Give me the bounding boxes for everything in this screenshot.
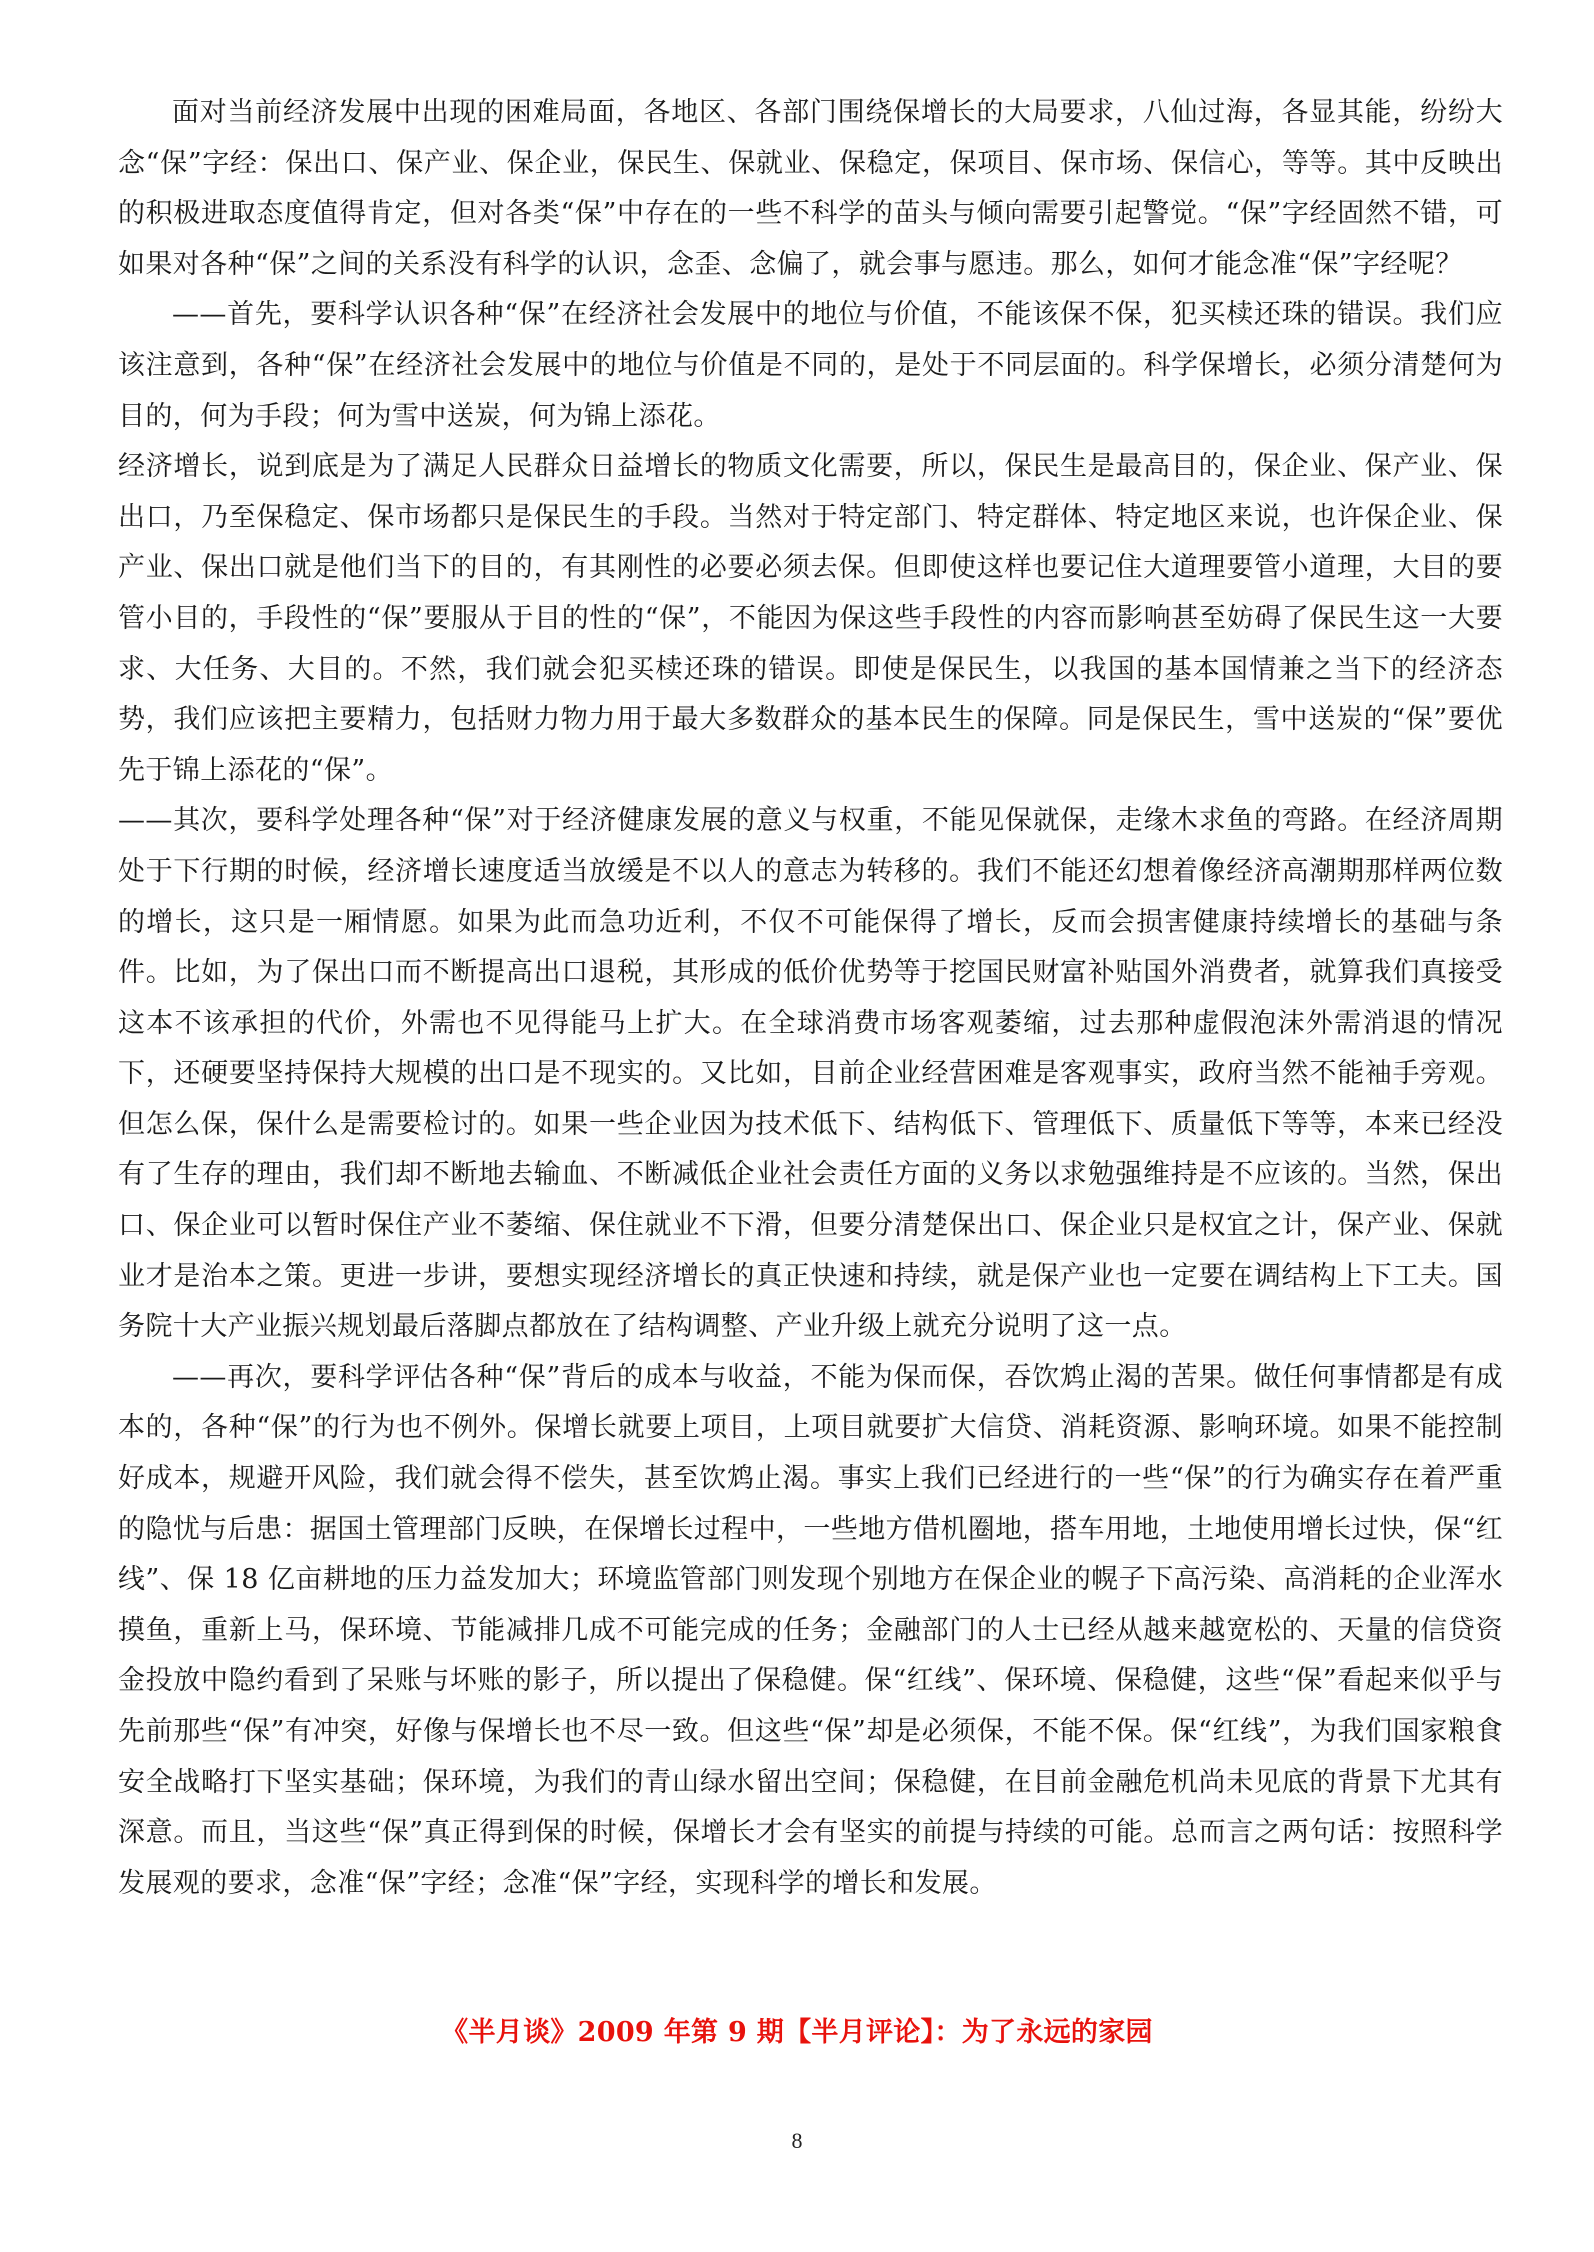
page-number: 8	[791, 2128, 803, 2153]
source-citation: 《半月谈》2009 年第 9 期【半月评论】：为了永远的家园	[441, 2017, 1153, 2048]
paragraph-first-point: ——首先，要科学认识各种“保”在经济社会发展中的地位与价值，不能该保不保，犯买椟还珠的错误。我们应该注意到，各种“保”在经济社会发展中的地位与价值是不同的，是处于不同层面的。科学保增长，必须分清楚何为目的，何为手段；何为雪中送炭，何为锦上添花。	[118, 299, 1503, 432]
paragraph-third-point: ——再次，要科学评估各种“保”背后的成本与收益，不能为保而保，吞饮鸩止渴的苦果。做任何事情都是有成本的，各种“保”的行为也不例外。保增长就要上项目，上项目就要扩大信贷、消耗资源、影响环境。如果不能控制好成本，规避开风险，我们就会得不偿失，甚至饮鸩止渴。事实上我们已经进行的一些“保”的行为确实存在着严重的隐忧与后患：据国土管理部门反映，在保增长过程中，一些地方借机圈地，搭车用地，土地使用增长过快，保“红线”、保 18 亿亩耕地的压力益发加大；环境监管部门则发现个别地方在保企业的幌子下高污染、高消耗的企业浑水摸鱼，重新上马，保环境、节能减排几成不可能完成的任务；金融部门的人士已经从越来越宽松的、天量的信贷资金投放中隐约看到了呆账与坏账的影子，所以提出了保稳健。保“红线”、保环境、保稳健，这些“保”看起来似乎与先前那些“保”有冲突，好像与保增长也不尽一致。但这些“保”却是必须保，不能不保。保“红线”，为我们国家粮食安全战略打下坚实基础；保环境，为我们的青山绿水留出空间；保稳健，在目前金融危机尚未见底的背景下尤其有深意。而且，当这些“保”真正得到保的时候，保增长才会有坚实的前提与持续的可能。总而言之两句话：按照科学发展观的要求，念准“保”字经；念准“保”字经，实现科学的增长和发展。	[118, 1361, 1503, 1899]
article-body	[118, 88, 1503, 1909]
paragraph-intro: 面对当前经济发展中出现的困难局面，各地区、各部门围绕保增长的大局要求，八仙过海，各显其能，纷纷大念“保”字经：保出口、保产业、保企业，保民生、保就业、保稳定，保项目、保市场、保信心，等等。其中反映出的积极进取态度值得肯定，但对各类“保”中存在的一些不科学的苗头与倾向需要引起警觉。“保”字经固然不错，可如果对各种“保”之间的关系没有科学的认识，念歪、念偏了，就会事与愿违。那么，如何才能念准“保”字经呢？	[118, 97, 1503, 280]
paragraph-people-livelihood: 经济增长，说到底是为了满足人民群众日益增长的物质文化需要，所以，保民生是最高目的，保企业、保产业、保出口，乃至保稳定、保市场都只是保民生的手段。当然对于特定部门、特定群体、特定地区来说，也许保企业、保产业、保出口就是他们当下的目的，有其刚性的必要必须去保。但即使这样也要记住大道理要管小道理，大目的要管小目的，手段性的“保”要服从于目的性的“保”，不能因为保这些手段性的内容而影响甚至妨碍了保民生这一大要求、大任务、大目的。不然，我们就会犯买椟还珠的错误。即使是保民生，以我国的基本国情兼之当下的经济态势，我们应该把主要精力，包括财力物力用于最大多数群众的基本民生的保障。同是保民生，雪中送炭的“保”要优先于锦上添花的“保”。	[118, 451, 1503, 786]
paragraph-second-point: ——其次，要科学处理各种“保”对于经济健康发展的意义与权重，不能见保就保，走缘木求鱼的弯路。在经济周期处于下行期的时候，经济增长速度适当放缓是不以人的意志为转移的。我们不能还幻想着像经济高潮期那样两位数的增长，这只是一厢情愿。如果为此而急功近利，不仅不可能保得了增长，反而会损害健康持续增长的基础与条件。比如，为了保出口而不断提高出口退税，其形成的低价优势等于挖国民财富补贴国外消费者，就算我们真接受这本不该承担的代价，外需也不见得能马上扩大。在全球消费市场客观萎缩，过去那种虚假泡沫外需消退的情况下，还硬要坚持保持大规模的出口是不现实的。又比如，目前企业经营困难是客观事实，政府当然不能袖手旁观。但怎么保，保什么是需要检讨的。如果一些企业因为技术低下、结构低下、管理低下、质量低下等等，本来已经没有了生存的理由，我们却不断地去输血、不断减低企业社会责任方面的义务以求勉强维持是不应该的。当然，保出口、保企业可以暂时保住产业不萎缩、保住就业不下滑，但要分清楚保出口、保企业只是权宜之计，保产业、保就业才是治本之策。更进一步讲，要想实现经济增长的真正快速和持续，就是保产业也一定要在调结构上下工夫。国务院十大产业振兴规划最后落脚点都放在了结构调整、产业升级上就充分说明了这一点。	[118, 805, 1503, 1343]
